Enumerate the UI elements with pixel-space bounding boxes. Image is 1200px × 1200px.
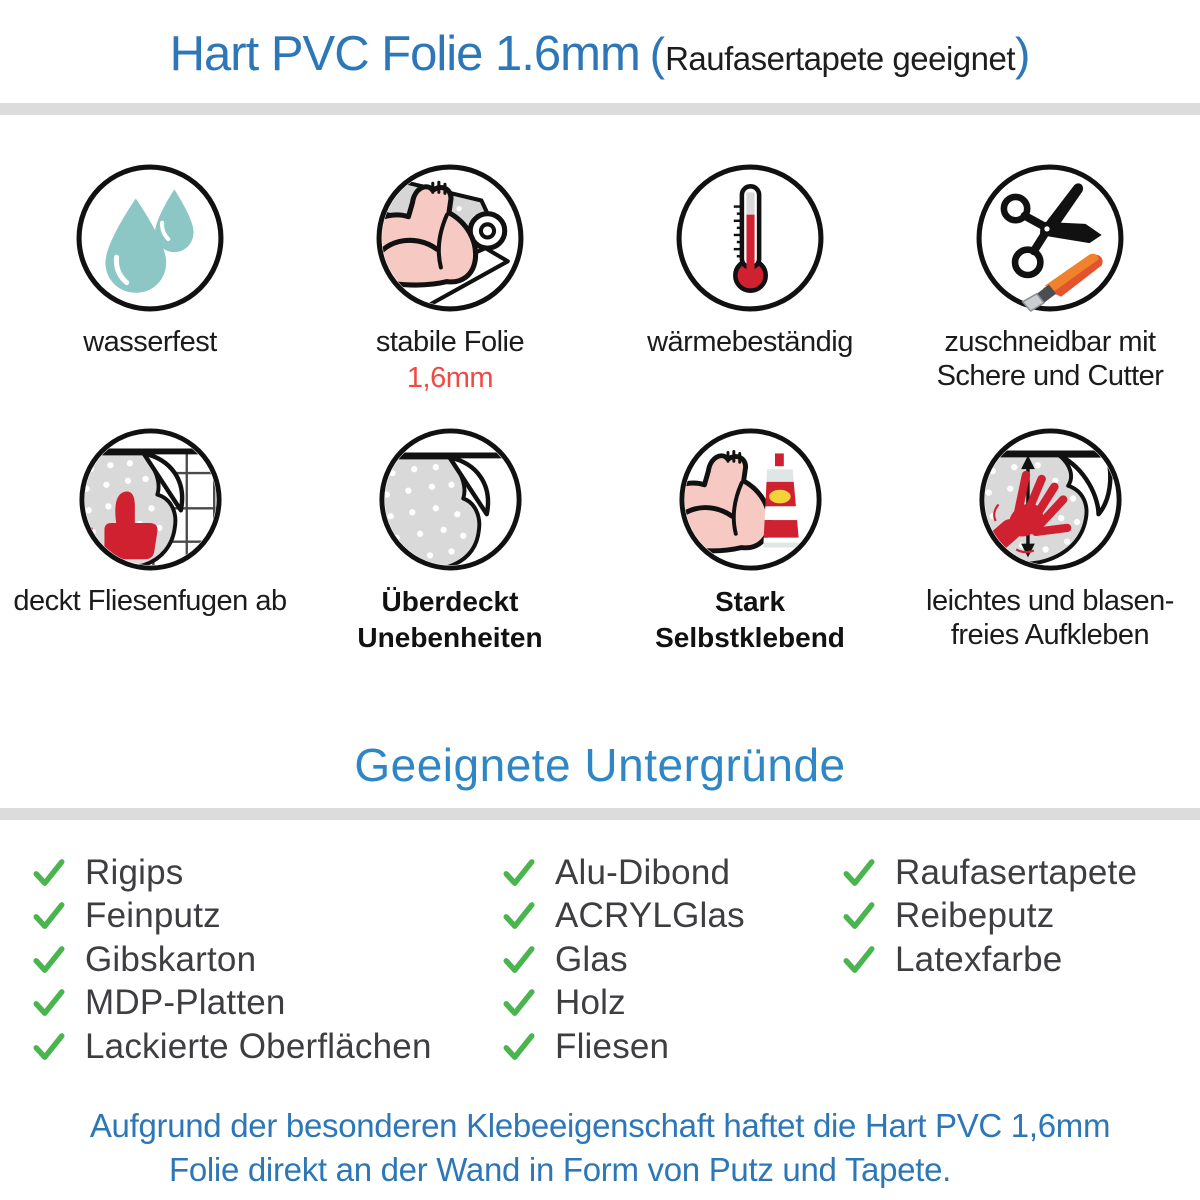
footer-line: Folie direkt an der Wand in Form von Putz und Tapete. xyxy=(168,1150,951,1188)
list-item xyxy=(30,851,500,895)
feature-label-line: deckt Fliesenfugen ab xyxy=(13,585,287,617)
muscle-glue-icon xyxy=(677,426,824,573)
substrate-label: Raufasertapete xyxy=(895,852,1138,892)
list-item xyxy=(500,895,840,939)
substrates-column-2 xyxy=(500,851,840,1069)
water-drops-icon xyxy=(74,162,226,314)
feature-label xyxy=(83,325,217,359)
list-item xyxy=(30,982,500,1026)
substrate-label: Feinputz xyxy=(85,896,221,936)
feature-label xyxy=(357,584,542,657)
substrate-label: Holz xyxy=(555,983,626,1023)
feature-label-line: zuschneidbar mit xyxy=(944,326,1156,358)
substrate-label: Rigips xyxy=(85,852,184,892)
check-icon xyxy=(500,943,538,977)
feature-waterproof xyxy=(0,162,300,395)
feature-label-line: Unebenheiten xyxy=(357,622,543,654)
page-title xyxy=(0,26,1200,82)
list-item xyxy=(500,982,840,1026)
check-icon xyxy=(500,856,538,890)
feature-label xyxy=(655,584,845,657)
thermometer-icon xyxy=(674,162,826,314)
check-icon xyxy=(30,986,68,1020)
hand-smoothing-icon xyxy=(977,426,1124,573)
feature-covers-unevenness xyxy=(300,426,600,657)
substrate-label: Alu-Dibond xyxy=(555,852,731,892)
feature-label-line: leichtes und blasen- xyxy=(926,585,1174,617)
feature-row-2 xyxy=(0,426,1200,657)
substrate-label: Fliesen xyxy=(555,1026,670,1066)
substrates-column-1 xyxy=(30,851,500,1069)
feature-covers-tile-joints xyxy=(0,426,300,657)
footer-note xyxy=(0,1104,1200,1191)
title-paren-open: ( xyxy=(649,28,666,80)
title-main: Hart PVC Folie 1.6mm xyxy=(169,27,640,81)
feature-row-1 xyxy=(0,162,1200,395)
list-item xyxy=(500,938,840,982)
footer-line: Aufgrund der besonderen Klebeeigenschaft haftet die Hart PVC 1,6mm xyxy=(89,1107,1111,1144)
check-icon xyxy=(840,856,878,890)
feature-label xyxy=(647,325,853,359)
feature-easy-application xyxy=(900,426,1200,657)
check-icon xyxy=(30,856,68,890)
feature-label-line: Überdeckt xyxy=(381,586,519,617)
list-item xyxy=(840,895,1200,939)
list-item xyxy=(500,851,840,895)
substrate-label: Latexfarbe xyxy=(895,939,1063,979)
feature-label-line: Selbstklebend xyxy=(655,622,845,654)
substrate-label: ACRYLGlas xyxy=(555,896,745,936)
divider-bar-middle xyxy=(0,808,1200,820)
substrate-label: Lackierte Oberflächen xyxy=(85,1026,432,1066)
substrate-label: Reibeputz xyxy=(895,896,1055,936)
check-icon xyxy=(500,899,538,933)
divider-bar-top xyxy=(0,103,1200,115)
substrate-label: Glas xyxy=(555,939,628,979)
substrate-label: Gibskarton xyxy=(85,939,257,979)
feature-stable-foil xyxy=(300,162,600,395)
feature-label-line: Schere und Cutter xyxy=(936,360,1164,393)
feature-label xyxy=(376,325,524,395)
feature-self-adhesive xyxy=(600,426,900,657)
feature-label-line: Stark xyxy=(714,586,786,617)
list-item xyxy=(840,851,1200,895)
check-icon xyxy=(840,899,878,933)
check-icon xyxy=(30,1030,68,1064)
muscle-foil-icon xyxy=(374,162,526,314)
substrate-label: MDP-Platten xyxy=(85,983,286,1023)
substrates-column-3 xyxy=(840,851,1200,1069)
scissors-cutter-icon xyxy=(974,162,1126,314)
check-icon xyxy=(30,943,68,977)
feature-cuttable xyxy=(900,162,1200,395)
check-icon xyxy=(500,986,538,1020)
substrates-list xyxy=(30,851,1200,1069)
title-note: Raufasertapete geeignet xyxy=(665,40,1016,77)
check-icon xyxy=(500,1030,538,1064)
check-icon xyxy=(30,899,68,933)
feature-label-line: stabile Folie xyxy=(375,326,525,358)
feature-label-line: freies Aufkleben xyxy=(950,619,1150,652)
feature-label-line: wärmebeständig xyxy=(647,326,853,358)
tile-joints-thumb-icon xyxy=(77,426,224,573)
list-item xyxy=(30,895,500,939)
feature-label-line: wasserfest xyxy=(83,326,217,358)
feature-thickness-value: 1,6mm xyxy=(406,362,494,395)
feature-label xyxy=(13,584,286,618)
list-item xyxy=(840,938,1200,982)
title-paren-close: ) xyxy=(1015,28,1031,80)
section-heading-substrates: Geeignete Untergründe xyxy=(354,739,846,791)
check-icon xyxy=(840,943,878,977)
list-item xyxy=(30,938,500,982)
foil-peel-icon xyxy=(377,426,524,573)
list-item xyxy=(30,1025,500,1069)
list-item xyxy=(500,1025,840,1069)
feature-label xyxy=(937,325,1164,393)
feature-heat-resistant xyxy=(600,162,900,395)
feature-label xyxy=(926,584,1174,652)
